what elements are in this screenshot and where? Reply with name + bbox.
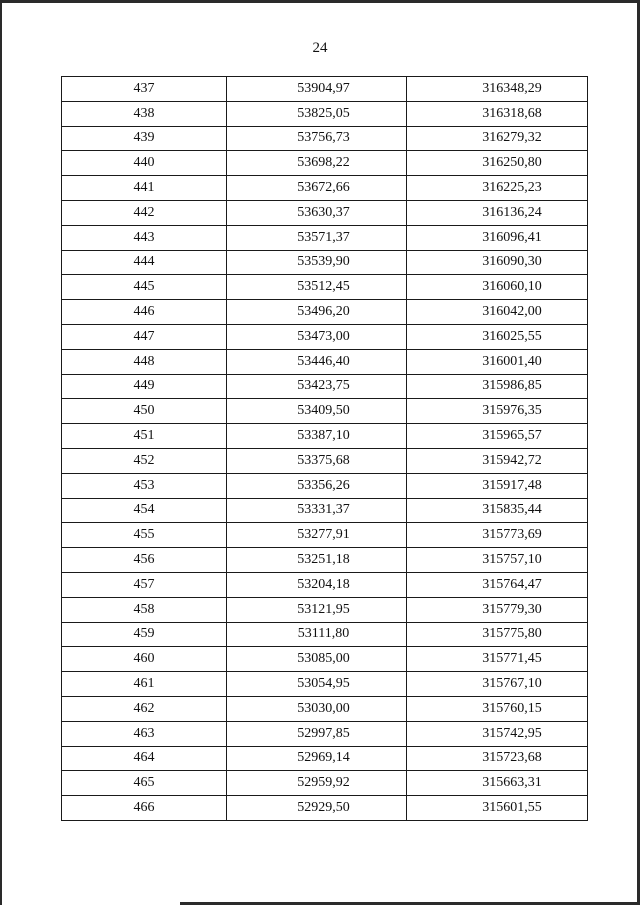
- y-coordinate-cell: 315779,30: [407, 597, 588, 622]
- table-row: [62, 225, 588, 250]
- y-coordinate-cell: 316250,80: [407, 151, 588, 176]
- x-coordinate-cell: 53409,50: [227, 399, 407, 424]
- point-number-cell: 445: [62, 275, 227, 300]
- point-number-cell: 460: [62, 647, 227, 672]
- x-coordinate-cell: 53121,95: [227, 597, 407, 622]
- y-coordinate-cell: 316225,23: [407, 176, 588, 201]
- table-row: [62, 746, 588, 771]
- coordinates-table: [61, 76, 588, 821]
- x-coordinate-cell: 53277,91: [227, 523, 407, 548]
- y-coordinate-cell: 315976,35: [407, 399, 588, 424]
- point-number-cell: 455: [62, 523, 227, 548]
- table-row: [62, 572, 588, 597]
- table-row: [62, 424, 588, 449]
- table-row: [62, 101, 588, 126]
- point-number-cell: 453: [62, 473, 227, 498]
- x-coordinate-cell: 53030,00: [227, 696, 407, 721]
- coordinates-table-body: [62, 77, 588, 821]
- y-coordinate-cell: 315764,47: [407, 572, 588, 597]
- x-coordinate-cell: 53111,80: [227, 622, 407, 647]
- table-row: [62, 771, 588, 796]
- y-coordinate-cell: 315773,69: [407, 523, 588, 548]
- point-number-cell: 466: [62, 796, 227, 821]
- table-row: [62, 374, 588, 399]
- y-coordinate-cell: 315771,45: [407, 647, 588, 672]
- scan-edge-top: [0, 0, 640, 3]
- point-number-cell: 437: [62, 77, 227, 102]
- y-coordinate-cell: 315601,55: [407, 796, 588, 821]
- x-coordinate-cell: 53446,40: [227, 349, 407, 374]
- table-row: [62, 399, 588, 424]
- point-number-cell: 461: [62, 672, 227, 697]
- point-number-cell: 450: [62, 399, 227, 424]
- y-coordinate-cell: 316096,41: [407, 225, 588, 250]
- x-coordinate-cell: 53756,73: [227, 126, 407, 151]
- x-coordinate-cell: 53672,66: [227, 176, 407, 201]
- point-number-cell: 452: [62, 448, 227, 473]
- point-number-cell: 439: [62, 126, 227, 151]
- x-coordinate-cell: 53423,75: [227, 374, 407, 399]
- point-number-cell: 444: [62, 250, 227, 275]
- point-number-cell: 449: [62, 374, 227, 399]
- x-coordinate-cell: 53204,18: [227, 572, 407, 597]
- table-row: [62, 721, 588, 746]
- y-coordinate-cell: 315760,15: [407, 696, 588, 721]
- table-row: [62, 151, 588, 176]
- point-number-cell: 457: [62, 572, 227, 597]
- point-number-cell: 446: [62, 300, 227, 325]
- point-number-cell: 454: [62, 498, 227, 523]
- table-row: [62, 622, 588, 647]
- x-coordinate-cell: 53496,20: [227, 300, 407, 325]
- point-number-cell: 465: [62, 771, 227, 796]
- x-coordinate-cell: 52929,50: [227, 796, 407, 821]
- y-coordinate-cell: 315917,48: [407, 473, 588, 498]
- x-coordinate-cell: 53331,37: [227, 498, 407, 523]
- table-row: [62, 275, 588, 300]
- point-number-cell: 442: [62, 200, 227, 225]
- point-number-cell: 456: [62, 548, 227, 573]
- y-coordinate-cell: 316001,40: [407, 349, 588, 374]
- x-coordinate-cell: 52997,85: [227, 721, 407, 746]
- table-row: [62, 176, 588, 201]
- table-row: [62, 77, 588, 102]
- y-coordinate-cell: 315663,31: [407, 771, 588, 796]
- point-number-cell: 447: [62, 324, 227, 349]
- point-number-cell: 463: [62, 721, 227, 746]
- table-row: [62, 498, 588, 523]
- table-row: [62, 448, 588, 473]
- x-coordinate-cell: 53251,18: [227, 548, 407, 573]
- table-row: [62, 696, 588, 721]
- point-number-cell: 462: [62, 696, 227, 721]
- x-coordinate-cell: 53473,00: [227, 324, 407, 349]
- table-row: [62, 324, 588, 349]
- x-coordinate-cell: 53904,97: [227, 77, 407, 102]
- x-coordinate-cell: 53356,26: [227, 473, 407, 498]
- point-number-cell: 451: [62, 424, 227, 449]
- x-coordinate-cell: 53630,37: [227, 200, 407, 225]
- point-number-cell: 443: [62, 225, 227, 250]
- scan-edge-left: [0, 0, 2, 905]
- y-coordinate-cell: 315723,68: [407, 746, 588, 771]
- table-row: [62, 126, 588, 151]
- table-row: [62, 597, 588, 622]
- y-coordinate-cell: 316090,30: [407, 250, 588, 275]
- x-coordinate-cell: 52959,92: [227, 771, 407, 796]
- x-coordinate-cell: 53387,10: [227, 424, 407, 449]
- table-row: [62, 796, 588, 821]
- table-row: [62, 672, 588, 697]
- point-number-cell: 440: [62, 151, 227, 176]
- y-coordinate-cell: 316025,55: [407, 324, 588, 349]
- y-coordinate-cell: 315942,72: [407, 448, 588, 473]
- y-coordinate-cell: 315757,10: [407, 548, 588, 573]
- x-coordinate-cell: 53539,90: [227, 250, 407, 275]
- table-row: [62, 548, 588, 573]
- y-coordinate-cell: 315742,95: [407, 721, 588, 746]
- y-coordinate-cell: 315775,80: [407, 622, 588, 647]
- table-row: [62, 647, 588, 672]
- x-coordinate-cell: 53512,45: [227, 275, 407, 300]
- table-row: [62, 250, 588, 275]
- x-coordinate-cell: 53375,68: [227, 448, 407, 473]
- y-coordinate-cell: 316348,29: [407, 77, 588, 102]
- y-coordinate-cell: 315986,85: [407, 374, 588, 399]
- point-number-cell: 448: [62, 349, 227, 374]
- y-coordinate-cell: 316318,68: [407, 101, 588, 126]
- table-row: [62, 473, 588, 498]
- table-row: [62, 523, 588, 548]
- table-row: [62, 349, 588, 374]
- page-number: 24: [312, 40, 328, 56]
- point-number-cell: 464: [62, 746, 227, 771]
- y-coordinate-cell: 316279,32: [407, 126, 588, 151]
- y-coordinate-cell: 316042,00: [407, 300, 588, 325]
- y-coordinate-cell: 316060,10: [407, 275, 588, 300]
- point-number-cell: 458: [62, 597, 227, 622]
- x-coordinate-cell: 53825,05: [227, 101, 407, 126]
- point-number-cell: 441: [62, 176, 227, 201]
- y-coordinate-cell: 316136,24: [407, 200, 588, 225]
- table-row: [62, 300, 588, 325]
- y-coordinate-cell: 315965,57: [407, 424, 588, 449]
- y-coordinate-cell: 315835,44: [407, 498, 588, 523]
- x-coordinate-cell: 53085,00: [227, 647, 407, 672]
- point-number-cell: 438: [62, 101, 227, 126]
- x-coordinate-cell: 53698,22: [227, 151, 407, 176]
- x-coordinate-cell: 52969,14: [227, 746, 407, 771]
- x-coordinate-cell: 53571,37: [227, 225, 407, 250]
- y-coordinate-cell: 315767,10: [407, 672, 588, 697]
- point-number-cell: 459: [62, 622, 227, 647]
- x-coordinate-cell: 53054,95: [227, 672, 407, 697]
- table-row: [62, 200, 588, 225]
